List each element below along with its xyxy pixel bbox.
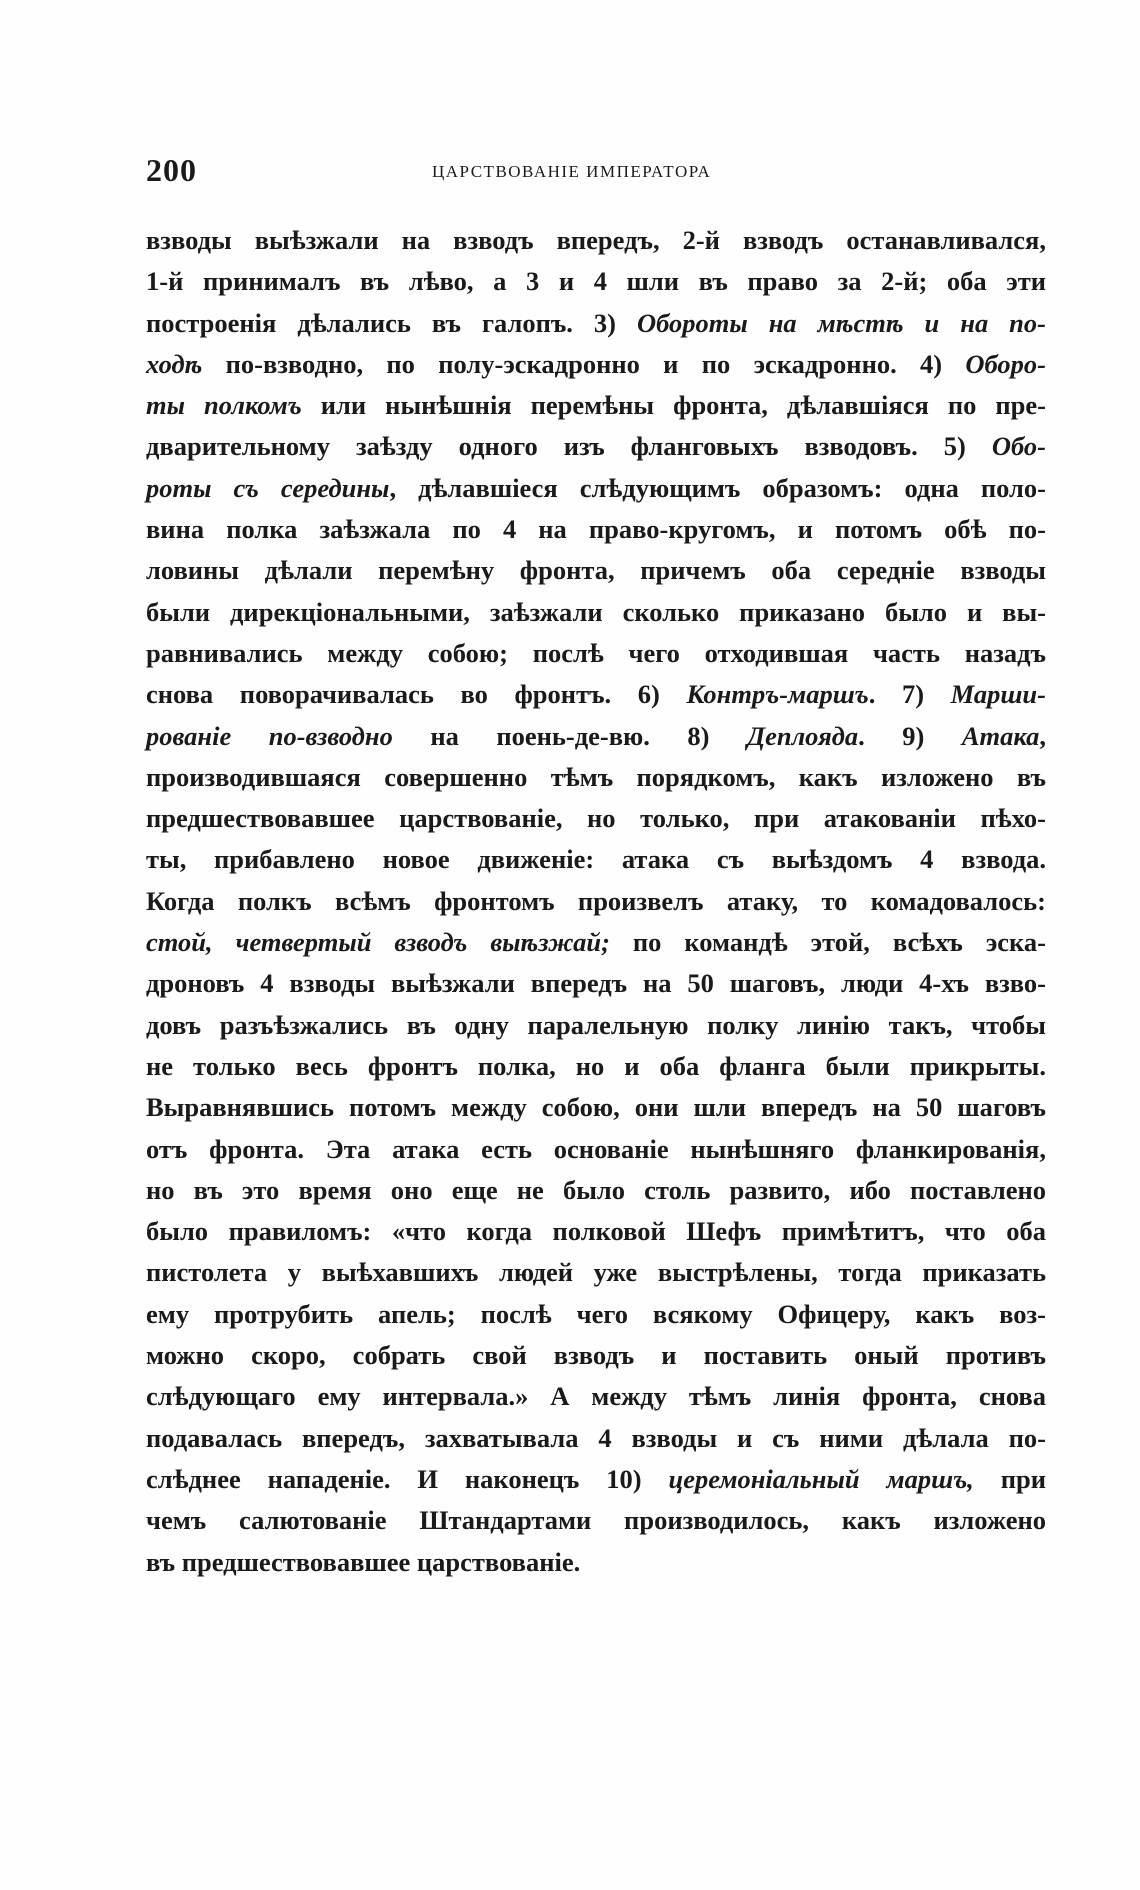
text-segment: пистолета у выѣхавшихъ людей уже выстрѣлены, тогда приказать — [146, 1257, 1046, 1288]
text-segment: можно скоро, собрать свой взводъ и поставить оный противъ — [146, 1340, 1046, 1371]
text-line — [146, 220, 1046, 261]
text-line — [146, 716, 1046, 757]
text-segment: дварительному заѣзду одного изъ фланговыхъ взводовъ. 5) — [146, 431, 992, 462]
text-line — [146, 1500, 1046, 1541]
text-line — [146, 881, 1046, 922]
text-line — [146, 1129, 1046, 1170]
text-line — [146, 1459, 1046, 1500]
text-segment: отъ фронта. Эта атака есть основаніе нынѣшняго фланкированія, — [146, 1133, 1046, 1164]
text-segment: взводы выѣзжали на взводъ впередъ, 2-й взводъ останавливался, — [146, 225, 1046, 255]
text-line — [146, 1376, 1046, 1417]
text-line — [146, 344, 1046, 385]
text-line — [146, 1087, 1046, 1128]
text-line — [146, 963, 1046, 1004]
text-segment: подавалась впередъ, захватывала 4 взводы и съ ними дѣлала по- — [146, 1422, 1046, 1453]
text-segment: . 7) — [868, 679, 951, 710]
text-segment: Когда полкъ всѣмъ фронтомъ произвелъ атаку, то комадовалось: — [146, 885, 1046, 916]
text-line — [146, 1335, 1046, 1376]
italic-segment: Марши- — [950, 679, 1046, 710]
text-segment: снова поворачивалась во фронтъ. 6) — [146, 679, 687, 710]
text-segment: дроновъ 4 взводы выѣзжали впередъ на 50 шаговъ, люди 4-хъ взво- — [146, 968, 1046, 999]
text-line — [146, 1046, 1046, 1087]
italic-segment: Контръ-маршъ — [686, 679, 869, 710]
text-segment: , дѣлавшіеся слѣдующимъ образомъ: одна поло- — [389, 472, 1046, 503]
text-segment: Выравнявшись потомъ между собою, они шли впередъ на 50 шаговъ — [146, 1092, 1046, 1123]
italic-segment: ты полкомъ — [146, 390, 302, 421]
text-line — [146, 922, 1046, 963]
text-segment: равнивались между собою; послѣ чего отходившая часть назадъ — [146, 637, 1046, 668]
italic-segment: рованіе по-взводно — [146, 720, 393, 751]
text-segment: на поень-де-вю. 8) — [392, 720, 747, 751]
text-segment: производившаяся совершенно тѣмъ порядкомъ, какъ изложено въ — [146, 761, 1046, 792]
text-segment: или нынѣшнія перемѣны фронта, дѣлавшіяся по пре- — [301, 390, 1046, 421]
text-segment: вина полка заѣзжала по 4 на право-кругомъ, и потомъ обѣ по- — [146, 514, 1046, 545]
text-segment: , — [1039, 720, 1046, 751]
text-segment: ты, прибавлено новое движеніе: атака съ выѣздомъ 4 взвода. — [146, 844, 1046, 875]
text-segment: чемъ салютованіе Штандартами производилось, какъ изложено — [146, 1505, 1046, 1536]
text-line — [146, 757, 1046, 798]
text-segment: 1-й принималъ въ лѣво, а 3 и 4 шли въ право за 2-й; оба эти — [146, 266, 1046, 297]
italic-segment: Обо- — [991, 431, 1046, 462]
italic-segment: ходѣ — [146, 348, 203, 379]
text-segment: слѣднее нападеніе. И наконецъ 10) — [146, 1463, 669, 1494]
page-number: 200 — [146, 152, 197, 188]
body-text — [146, 220, 1046, 1583]
text-segment: не только весь фронтъ полка, но и оба фланга были прикрыты. — [146, 1050, 1046, 1081]
text-segment: но въ это время оно еще не было столь развито, ибо поставлено — [146, 1174, 1046, 1205]
text-line — [146, 633, 1046, 674]
italic-segment: роты съ середины — [146, 472, 390, 503]
text-line — [146, 1170, 1046, 1211]
text-line — [146, 468, 1046, 509]
text-line — [146, 1005, 1046, 1046]
text-line — [146, 261, 1046, 302]
italic-segment: церемоніальный маршъ, — [668, 1463, 974, 1494]
text-segment: по командѣ этой, всѣхъ эска- — [609, 927, 1046, 958]
text-line — [146, 592, 1046, 633]
italic-segment: Деплояда — [746, 720, 859, 751]
italic-segment: стой, четвертый взводъ выѣзжай; — [146, 927, 610, 958]
text-segment: ему протрубить апель; послѣ чего всякому Офицеру, какъ воз- — [146, 1298, 1046, 1329]
text-segment: предшествовавшее царствованіе, но только, при атакованіи пѣхо- — [146, 803, 1046, 834]
text-line — [146, 426, 1046, 467]
running-head: ЦАРСТВОВАНІЕ ИМПЕРАТОРА — [432, 162, 712, 181]
italic-segment: Оборо- — [965, 348, 1046, 379]
text-line — [146, 839, 1046, 880]
text-segment: слѣдующаго ему интервала.» А между тѣмъ линія фронта, снова — [146, 1381, 1046, 1412]
italic-segment: Обороты на мѣстѣ и на по- — [636, 307, 1046, 338]
text-segment: построенія дѣлались въ галопъ. 3) — [146, 307, 637, 338]
text-segment: были дирекціональными, заѣзжали сколько приказано было и вы- — [146, 596, 1046, 627]
text-line — [146, 303, 1046, 344]
text-line — [146, 385, 1046, 426]
text-line — [146, 550, 1046, 591]
text-segment: при — [973, 1463, 1046, 1494]
text-segment: въ предшествовавшее царствованіе. — [146, 1546, 581, 1577]
text-line — [146, 1418, 1046, 1459]
text-line — [146, 1294, 1046, 1335]
text-line — [146, 1542, 1046, 1583]
text-line — [146, 674, 1046, 715]
text-line — [146, 509, 1046, 550]
text-line — [146, 1252, 1046, 1293]
text-segment: было правиломъ: «что когда полковой Шефъ примѣтитъ, что оба — [146, 1216, 1046, 1247]
text-segment: довъ разъѣзжались въ одну паралельную полку линію такъ, чтобы — [146, 1009, 1046, 1040]
text-segment: . 9) — [858, 720, 962, 751]
text-line — [146, 798, 1046, 839]
text-segment: ловины дѣлали перемѣну фронта, причемъ оба середніе взводы — [146, 555, 1046, 586]
text-line — [146, 1211, 1046, 1252]
page-header — [146, 152, 1046, 192]
italic-segment: Атака — [961, 720, 1040, 751]
text-segment: по-взводно, по полу-эскадронно и по эскадронно. 4) — [202, 348, 966, 379]
